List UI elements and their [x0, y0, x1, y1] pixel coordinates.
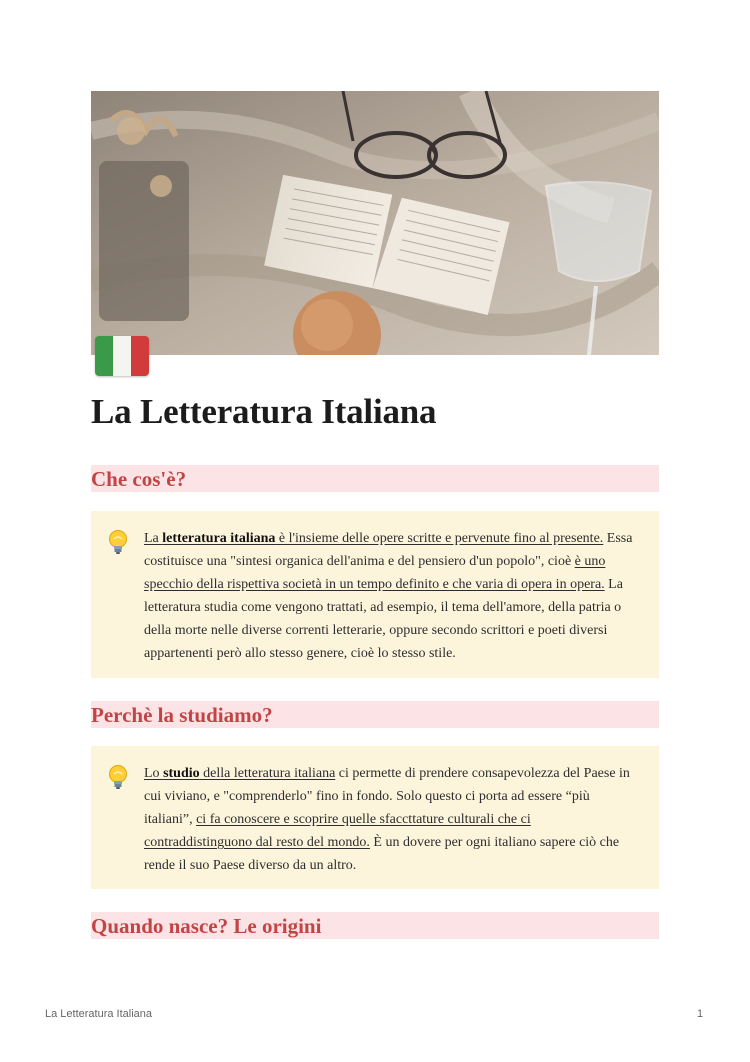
text-underlined: ci fa conoscere e scoprire quelle sfaccttature culturali che ci contraddistinguono dal resto del mondo.	[144, 812, 531, 850]
text-run: La	[144, 531, 163, 546]
lightbulb-icon	[107, 764, 129, 790]
callout-why	[91, 746, 659, 889]
page-number: 1	[697, 1008, 704, 1020]
text-bold: letteratura italiana	[162, 531, 276, 546]
cover-image	[91, 91, 659, 355]
text-run: Lo	[144, 766, 164, 781]
footer-title: La Letteratura Italiana	[45, 1008, 153, 1020]
section-heading-what: Che cos'è?	[91, 465, 659, 492]
text-run: è l'insieme delle opere scritte e pervenute fino al presente.	[275, 531, 604, 546]
page-title: La Letteratura Italiana	[91, 392, 437, 431]
section-heading-why: Perchè la studiamo?	[91, 701, 659, 728]
text-run: La letteratura studia come vengono trattati, ad esempio, il tema dell'amore, della patria o della morte nelle diverse correnti letterarie, oppure secondo scrittori e poeti diversi appartenenti però allo stesso genere, cioè lo stesso stile.	[144, 577, 623, 661]
cover-illustration	[91, 91, 659, 355]
text-run: Essa costituisce una "sintesi organica dell'anima e del pensiero d'un popolo", cioè	[144, 531, 633, 569]
text-underlined: è uno specchio della rispettiva società in un tempo definito e che varia di opera in opera.	[144, 554, 606, 592]
lightbulb-icon	[107, 529, 129, 555]
callout-text	[144, 762, 641, 877]
text-bold: studio	[163, 766, 200, 781]
italy-flag-icon	[95, 336, 149, 376]
text-run: È un dovere per ogni italiano sapere ciò che rende il suo Paese diverso da un altro.	[144, 835, 620, 873]
text-run: ci permette di prendere consapevolezza del Paese in cui viviano, e "comprenderlo" fino in fondo. Solo questo ci porta ad essere “più italiani”,	[144, 766, 630, 827]
section-heading-origins: Quando nasce? Le origini	[91, 912, 659, 939]
callout-what	[91, 511, 659, 678]
callout-text	[144, 527, 641, 665]
flag-red-stripe	[131, 336, 149, 376]
text-run: della letteratura italiana	[199, 766, 336, 781]
flag-white-stripe	[113, 336, 131, 376]
flag-green-stripe	[95, 336, 113, 376]
